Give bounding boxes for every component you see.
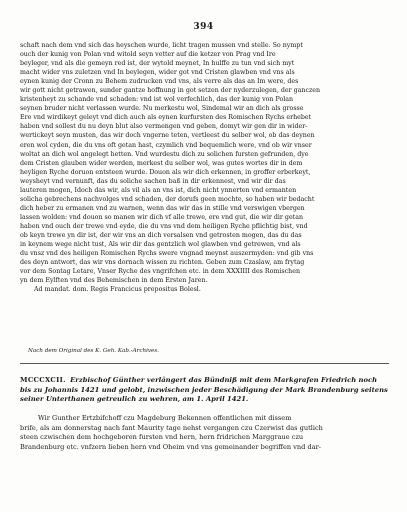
body-line: schaft nach dem vnd sich das heyschen wurde, licht tragen mussen vnd stelle. So nympt <box>20 42 303 49</box>
body-line: Brandenburg etc. vnfzern lieben hern vnd Oheim vnd vns gemeinander begriffen vnd dar- <box>20 443 322 452</box>
body-line: woltat an dich wol angelegt hetten. Vnd wurdestu dich zu solichen fursten gefrunden, dye <box>20 150 309 158</box>
body-line: wertickeyt seyn musten, das wir doch vngerne teten, vertleest du selber wol, ob das deynen <box>20 132 315 140</box>
source-note: Nach dem Original des K. Geh. Kab.-Archives. <box>28 348 159 354</box>
regest-line <box>20 376 389 386</box>
regest-line: bis zu Johannis 1421 und gelobt, inzwischen jeder Beschädigung der Mark Brandenburg seitens <box>20 385 388 394</box>
body-line: lauteren mogen, Idoch das wir, als vil als an vns ist, dich nicht ynnerten vnd ermanten <box>20 186 297 194</box>
body-line: seynen bruder nicht verlassen wurde. Nu merkestu wol, Sindemal wir an dich als grosse <box>20 105 304 113</box>
body-line: ouch der kunig von Polan vnd witold seyn vetter auf die ketzer von Prag vnd Ire <box>20 51 276 59</box>
document-body <box>20 41 389 294</box>
body-line: steen czwischen dem hochgeboren fursten vnd hern, hern fridrichen Marggraue czu <box>20 433 304 442</box>
body-line: weysheyt vnd vernunft, das du soliche sachen baß in dir erkennest, vnd wir dir das <box>20 177 286 185</box>
body-line: macht wider vns zuletzen vnd In beylegen, wider got vnd Cristen glawben vnd vns als <box>20 69 295 77</box>
body-line: wir gott nicht getrawen, sunder gantze hoffnung in got setzen der nyderzulegen, der ganczen <box>20 87 321 95</box>
body-line: dich heber zu ermanen vnd zu warnen, wenn das wir das in stille vnd verswigen vbergen <box>20 204 305 212</box>
page-number: 394 <box>193 22 214 32</box>
body-line: haben vnd ouch der trewe vnd eyde, die du vns vnd dem heiligen Ryche pflichtig bist, vnd <box>20 222 308 230</box>
regest-summary <box>20 376 389 405</box>
section-divider <box>20 363 389 364</box>
body-line: Wir Gunther Ertzbifchoff czu Magdeburg Bekennen offentlichen mit dissem <box>38 414 292 422</box>
body-line: kristenheyt zu schande vnd schaden: vnd ist wol verfechlich, das der kunig von Polan <box>20 96 294 104</box>
body-line: eynen kunig der Cronn zu Behem zudrucken vnd vns, als verre als das an Im were, des <box>20 78 299 86</box>
body-line: Ere vnd wirdikeyt geleyt vnd dich auch als eynen kurfursten des Romischen Rychs erhebet <box>20 114 312 122</box>
body-line: beyleger, vnd als die gemeyn red ist, der wytold meynet, In hulffe zu tun vnd sich myt <box>20 60 295 68</box>
body-line: haben vnd sollest du nu deyn blut also vermengen vnd geben, domyt wir gen dir in wider- <box>20 123 308 131</box>
body-line: in keynem wege nicht tust, Als wir dir das gentzlich wol glawben vnd getrewen, vnd als <box>20 241 301 249</box>
body-line: des deyn antwort, das wir vns dornach wissen zu richten. Geben zum Czaslaw, am frytag <box>20 259 305 267</box>
body-line: du vnsz vnd des heiligen Romischen Rychs swere vngnad meynst auszermyden: vnd gib vns <box>20 250 314 258</box>
signature-line: Ad mandat. dom. Regis Francicus prepositus Bolesl. <box>34 286 201 294</box>
body-line: solicha gebrechens nachvolges vnd schaden, der dorufs geen mochte, so haben wir bedacht <box>20 195 315 203</box>
body-line: vor dem Sontag Letare, Vnser Ryche des vngrifchen etc. in dem XXXIIII des Romischen <box>20 268 301 276</box>
body-line: eren wol cyden, die du vns oft getan hast, czymlich vnd bequemlich were, vnd ob wir vnser <box>20 141 312 149</box>
body-line: yn dem Eylften vnd des Behemischen in dem Ersten Jaren. <box>20 277 208 285</box>
body-line: ob keyn trewe yn dir ist, der wir vns an dich versalsen vnd getrosten mogen, das du das <box>20 231 302 239</box>
regest-number: MCCCXCII. <box>20 376 66 384</box>
regest-line: seiner Unterthanen getreulich zu wehren, am 1. April 1421. <box>20 395 249 404</box>
body-line: lassen wolden: vnd douon so manen wir dich vf alle trewe, ere vnd gut, die wir dir getan <box>20 213 304 221</box>
body-line: dem Cristen glauben wider werden, merkest du selber wol, was gutes wortes dir in dem <box>20 159 303 167</box>
regest-text: Erzbischof Günther verlängert das Bündniß mit dem Markgrafen Friedrich noch <box>70 376 378 384</box>
body-line: heyligen Ryche doruon entsteen wurde. Douon als wir dich erkennen, in groffer erberkeyt, <box>20 168 311 176</box>
second-document-body <box>20 414 389 453</box>
body-line: brife, als am donnerstag nach fant Maurity tage nehst vergangen czu Czerwist das gutlich <box>20 423 323 432</box>
